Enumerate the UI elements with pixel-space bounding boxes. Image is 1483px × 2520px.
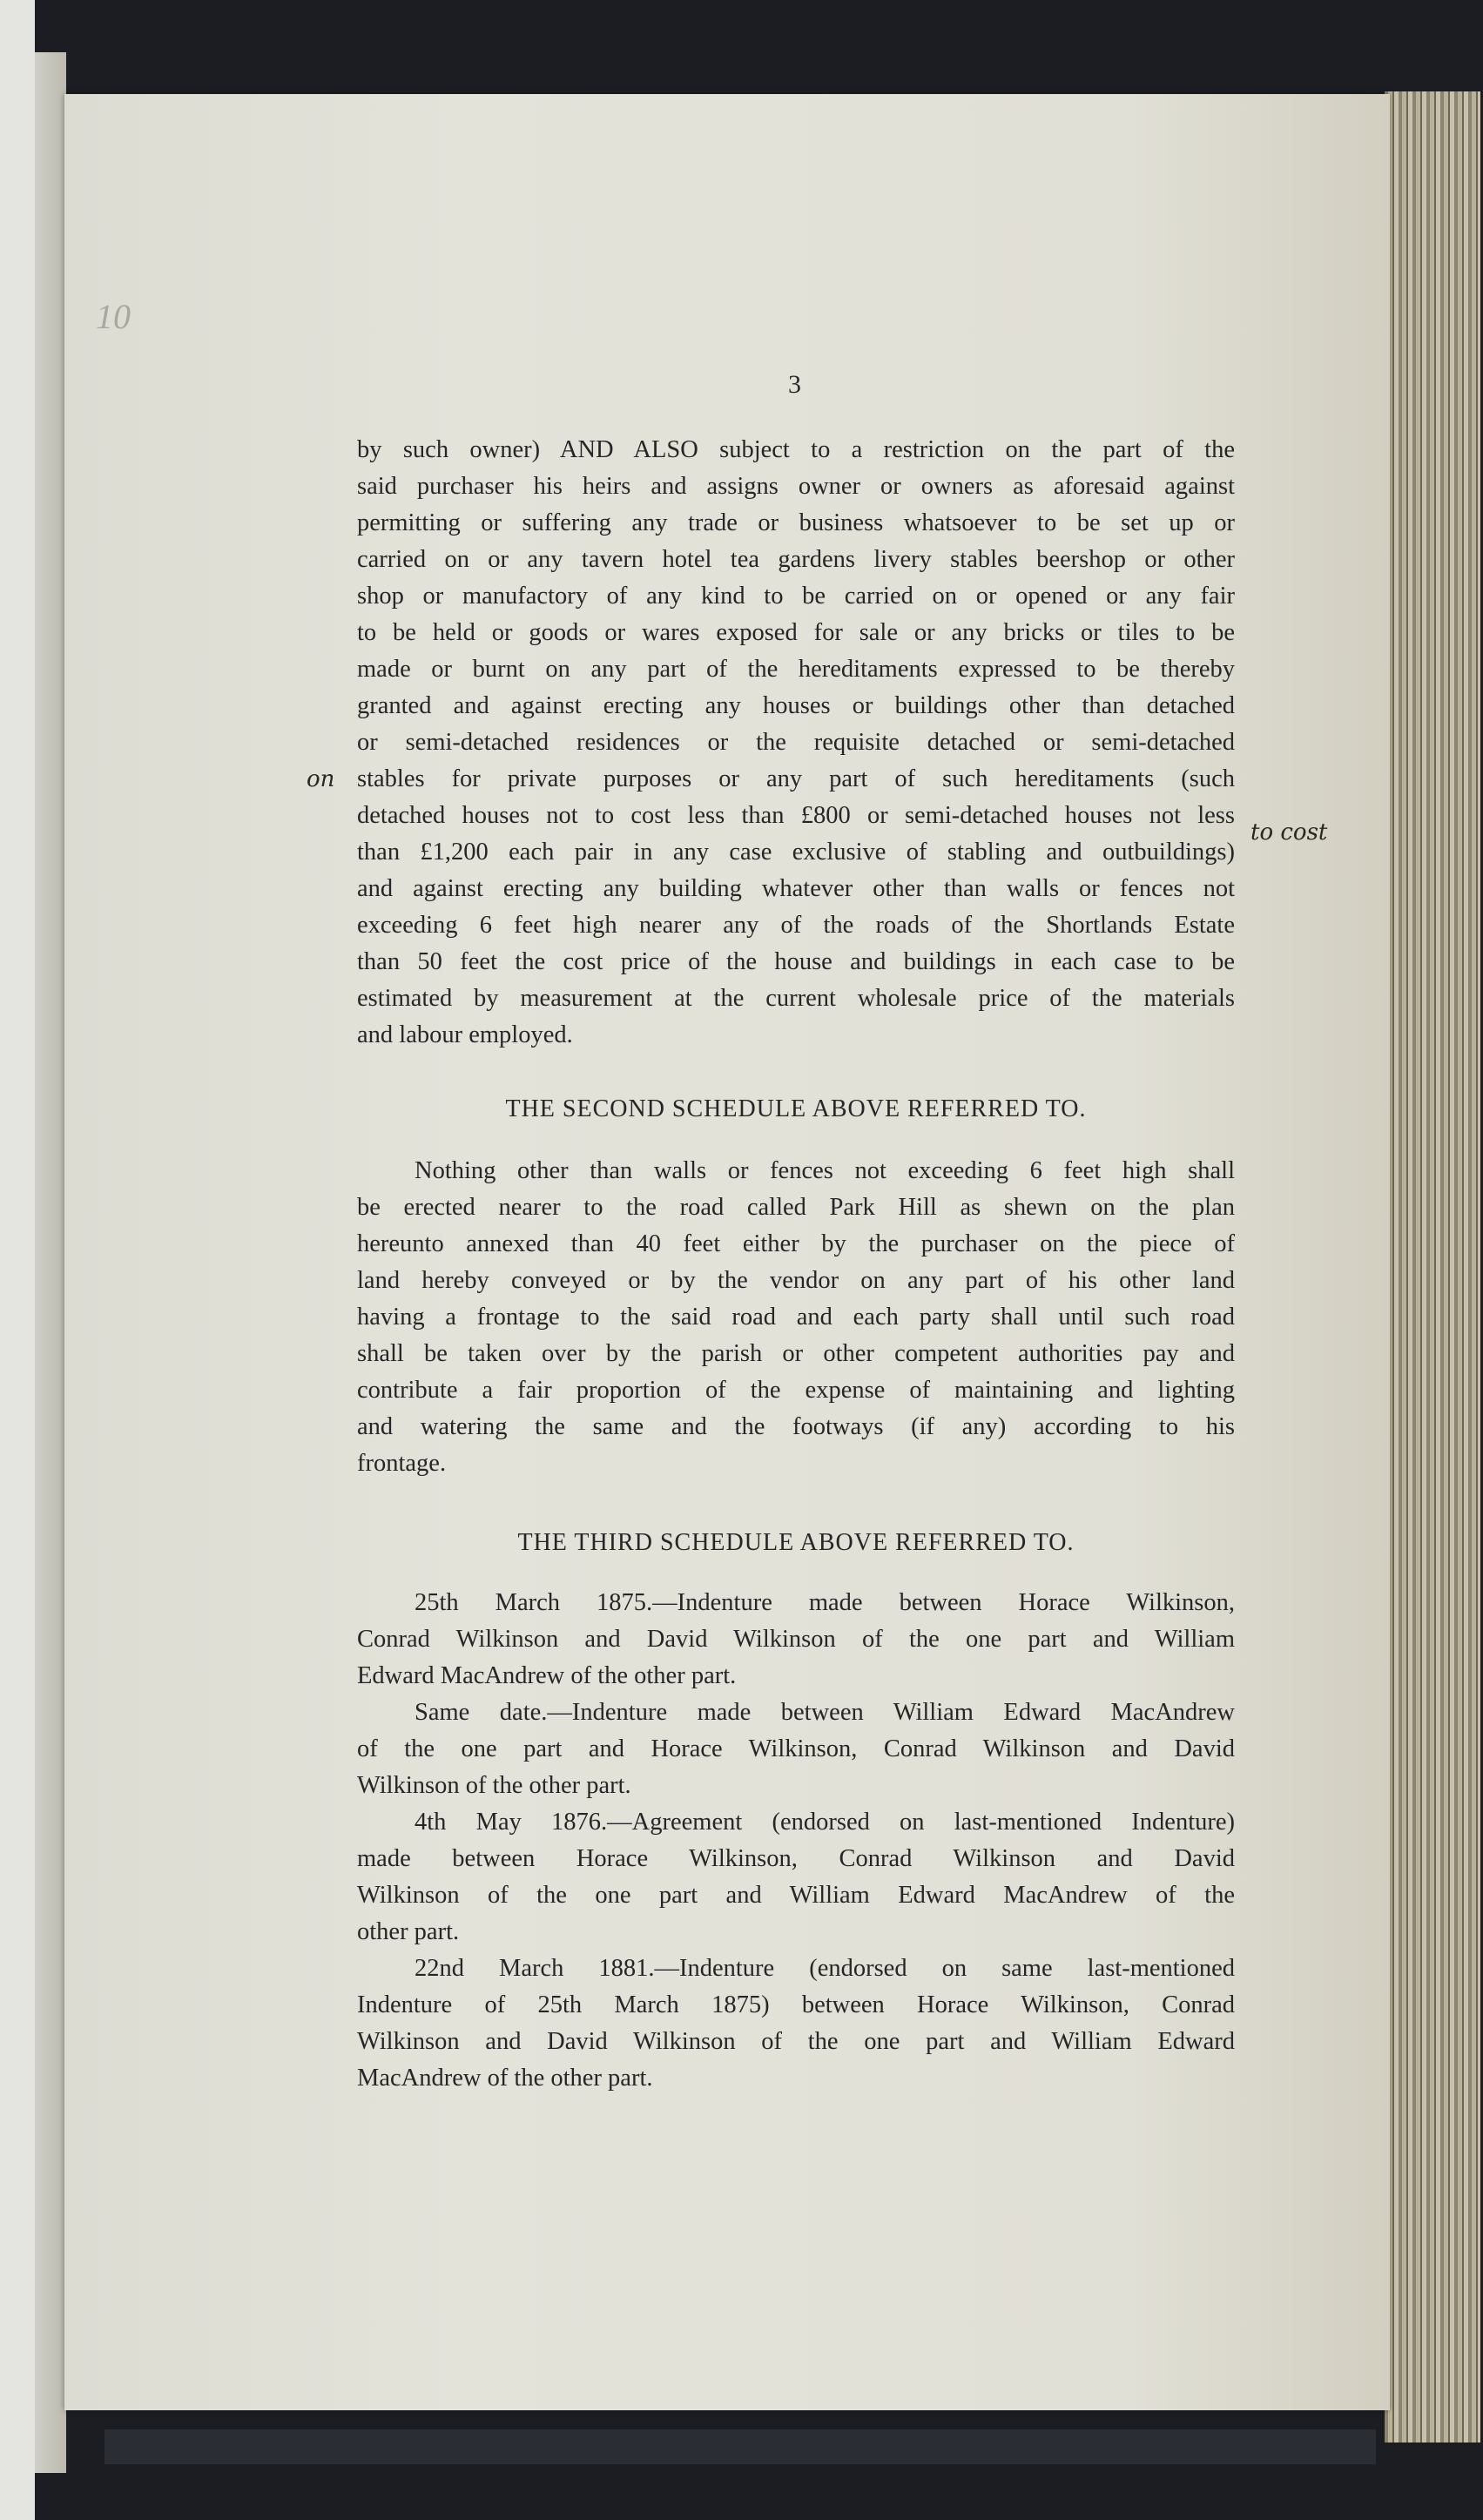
- page-stack-edges: [1385, 91, 1480, 2443]
- text-line: and watering the same and the footways (if any) according to his: [357, 1413, 1235, 1440]
- text-line: 4th May 1876.—Agreement (endorsed on last-mentioned Indenture): [415, 1809, 1235, 1836]
- text-line: than 50 feet the cost price of the house and buildings in each case to be: [357, 948, 1235, 975]
- text-line: stables for private purposes or any part of such hereditaments (such: [357, 765, 1235, 792]
- text-line: Wilkinson of the one part and William Edward MacAndrew of the: [357, 1882, 1235, 1909]
- text-line: 22nd March 1881.—Indenture (endorsed on same last-mentioned: [415, 1955, 1235, 1982]
- text-line: granted and against erecting any houses or buildings other than detached: [357, 692, 1235, 719]
- third-schedule-heading: THE THIRD SCHEDULE ABOVE REFERRED TO.: [517, 1529, 1075, 1556]
- text-line: shop or manufactory of any kind to be carried on or opened or any fair: [357, 583, 1235, 610]
- text-line: said purchaser his heirs and assigns owner or owners as aforesaid against: [357, 473, 1235, 500]
- text-line: made or burnt on any part of the hereditaments expressed to be thereby: [357, 656, 1235, 683]
- text-line: than £1,200 each pair in any case exclusive of stabling and outbuildings): [357, 839, 1235, 866]
- text-line: Wilkinson of the other part.: [357, 1772, 631, 1799]
- text-line: made between Horace Wilkinson, Conrad Wilkinson and David: [357, 1845, 1235, 1872]
- pencil-margin-mark: 10: [96, 297, 131, 336]
- text-line: and against erecting any building whatever other than walls or fences not: [357, 875, 1235, 902]
- text-line: 25th March 1875.—Indenture made between Horace Wilkinson,: [415, 1589, 1235, 1616]
- text-line: and labour employed.: [357, 1021, 573, 1048]
- page-number: 3: [788, 370, 801, 399]
- adjacent-page: [0, 0, 35, 2520]
- text-line: frontage.: [357, 1450, 447, 1477]
- book-cover-bottom: [104, 2429, 1376, 2464]
- handwritten-correction-to-cost: to cost: [1250, 819, 1328, 846]
- first-section-text: [357, 432, 1235, 1054]
- text-line: Edward MacAndrew of the other part.: [357, 1662, 737, 1689]
- text-line: Indenture of 25th March 1875) between Horace Wilkinson, Conrad: [357, 1991, 1235, 2018]
- text-line: other part.: [357, 1918, 460, 1945]
- text-line: to be held or goods or wares exposed for sale or any bricks or tiles to be: [357, 619, 1235, 646]
- third-schedule-text: [357, 1585, 1235, 2097]
- page-left-edge: [35, 52, 66, 2473]
- text-line: detached houses not to cost less than £800 or semi-detached houses not less: [357, 802, 1235, 829]
- text-line: estimated by measurement at the current wholesale price of the materials: [357, 985, 1235, 1012]
- text-line: of the one part and Horace Wilkinson, Conrad Wilkinson and David: [357, 1735, 1235, 1762]
- text-line: hereunto annexed than 40 feet either by the purchaser on the piece of: [357, 1230, 1235, 1257]
- text-line: MacAndrew of the other part.: [357, 2065, 653, 2092]
- text-line: permitting or suffering any trade or business whatsoever to be set up or: [357, 509, 1235, 536]
- text-line: Conrad Wilkinson and David Wilkinson of the one part and William: [357, 1626, 1235, 1653]
- second-schedule-text: [357, 1153, 1235, 1482]
- text-line: having a frontage to the said road and each party shall until such road: [357, 1304, 1235, 1331]
- text-line: Same date.—Indenture made between William Edward MacAndrew: [415, 1699, 1235, 1726]
- text-line: shall be taken over by the parish or other competent authorities pay and: [357, 1340, 1235, 1367]
- text-line: carried on or any tavern hotel tea gardens livery stables beershop or other: [357, 546, 1235, 573]
- text-line: land hereby conveyed or by the vendor on any part of his other land: [357, 1267, 1235, 1294]
- text-line: Nothing other than walls or fences not exceeding 6 feet high shall: [415, 1157, 1235, 1184]
- text-line: contribute a fair proportion of the expense of maintaining and lighting: [357, 1377, 1235, 1404]
- handwritten-correction-on: on: [307, 766, 335, 792]
- text-line: Wilkinson and David Wilkinson of the one part and William Edward: [357, 2028, 1235, 2055]
- text-line: by such owner) AND ALSO subject to a restriction on the part of the: [357, 436, 1235, 463]
- text-line: or semi-detached residences or the requisite detached or semi-detached: [357, 729, 1235, 756]
- text-line: be erected nearer to the road called Park Hill as shewn on the plan: [357, 1194, 1235, 1221]
- second-schedule-heading: THE SECOND SCHEDULE ABOVE REFERRED TO.: [505, 1095, 1087, 1122]
- text-line: exceeding 6 feet high nearer any of the roads of the Shortlands Estate: [357, 912, 1235, 939]
